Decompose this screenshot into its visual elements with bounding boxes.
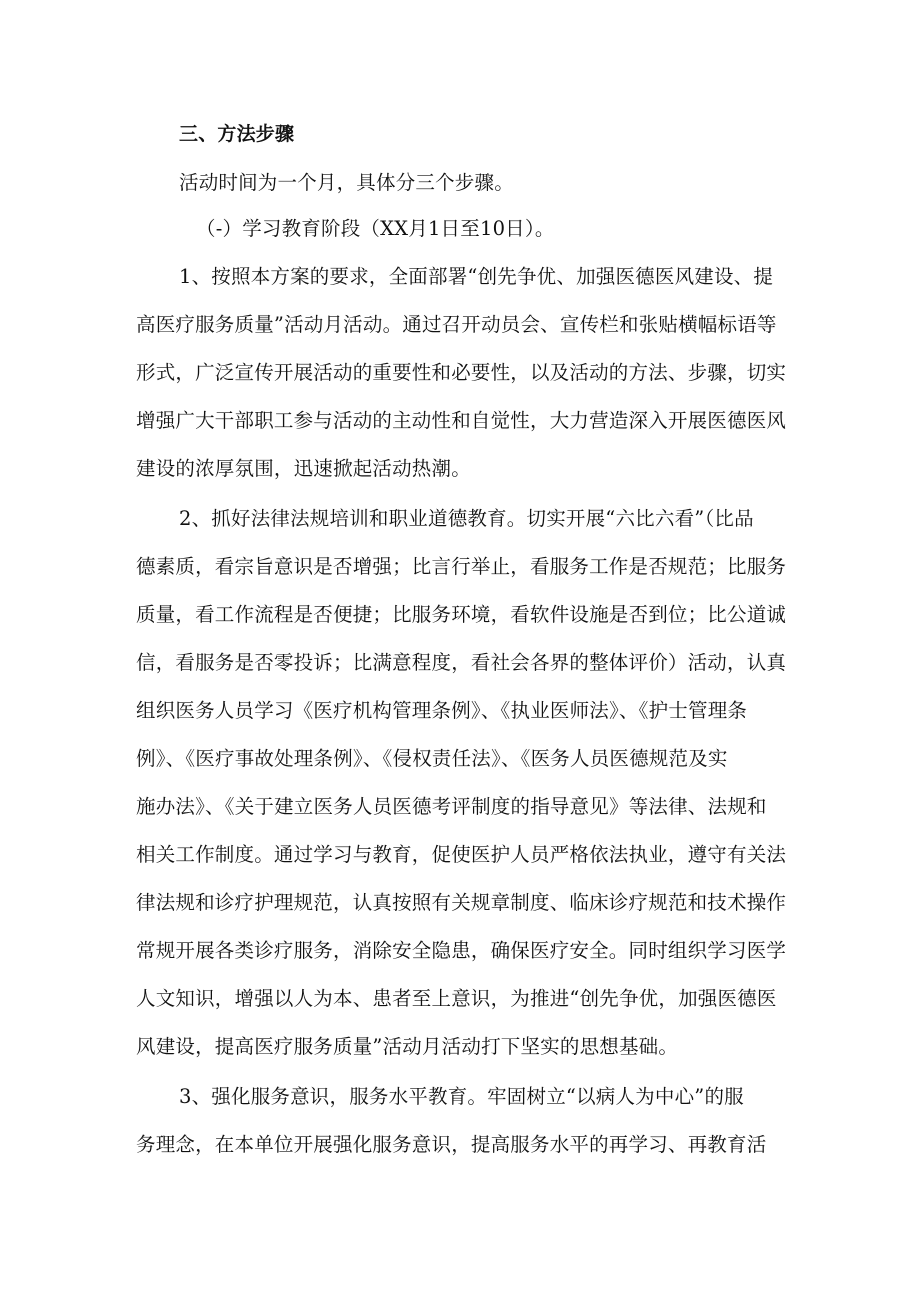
body-line: 1、按照本方案的要求，全面部署“创先争优、加强医德医风建设、提 [179, 265, 774, 288]
body-line: 形式，广泛宣传开展活动的重要性和必要性，以及活动的方法、步骤，切实 [136, 361, 787, 384]
section-heading: 三、方法步骤 [179, 123, 295, 145]
body-line: 常规开展各类诊疗服务，消除安全隐患，确保医疗安全。同时组织学习医学 [136, 939, 787, 962]
body-line: 例》、《医疗事故处理条例》、《侵权责任法》、《医务人员医德规范及实 [136, 747, 728, 770]
body-line: 3、强化服务意识，服务水平教育。牢固树立“以病人为中心”的服 [179, 1085, 744, 1108]
stage-title: （-）学习教育阶段（XX月1日至10日）。 [196, 217, 555, 240]
body-line: 增强广大干部职工参与活动的主动性和自觉性，大力营造深入开展医德医风 [136, 409, 787, 432]
body-line: 2、抓好法律法规培训和职业道德教育。切实开展“六比六看”（比品 [179, 507, 754, 530]
body-line: 施办法》、《关于建立医务人员医德考评制度的指导意见》等法律、法规和 [136, 795, 767, 818]
body-line: 组织医务人员学习《医疗机构管理条例》、《执业医师法》、《护士管理条 [136, 699, 748, 722]
body-line: 信，看服务是否零投诉；比满意程度，看社会各界的整体评价）活动，认真 [136, 651, 787, 674]
body-line: 建设的浓厚氛围，迅速掀起活动热潮。 [136, 457, 471, 480]
body-line: 人文知识，增强以人为本、患者至上意识，为推进“创先争优，加强医德医 [136, 987, 777, 1010]
body-line: 德素质，看宗旨意识是否增强；比言行举止，看服务工作是否规范；比服务 [136, 555, 787, 578]
body-line: 质量，看工作流程是否便捷；比服务环境，看软件设施是否到位；比公道诚 [136, 603, 787, 626]
body-line: 风建设，提高医疗服务质量”活动月活动打下坚实的思想基础。 [136, 1035, 679, 1058]
body-line: 律法规和诊疗护理规范，认真按照有关规章制度、临床诊疗规范和技术操作 [136, 891, 787, 914]
intro-line: 活动时间为一个月，具体分三个步骤。 [179, 171, 514, 194]
body-line: 务理念，在本单位开展强化服务意识，提高服务水平的再学习、再教育活 [136, 1133, 767, 1156]
body-line: 相关工作制度。通过学习与教育，促使医护人员严格依法执业，遵守有关法 [136, 843, 787, 866]
body-line: 高医疗服务质量”活动月活动。通过召开动员会、宣传栏和张贴横幅标语等 [136, 313, 777, 336]
